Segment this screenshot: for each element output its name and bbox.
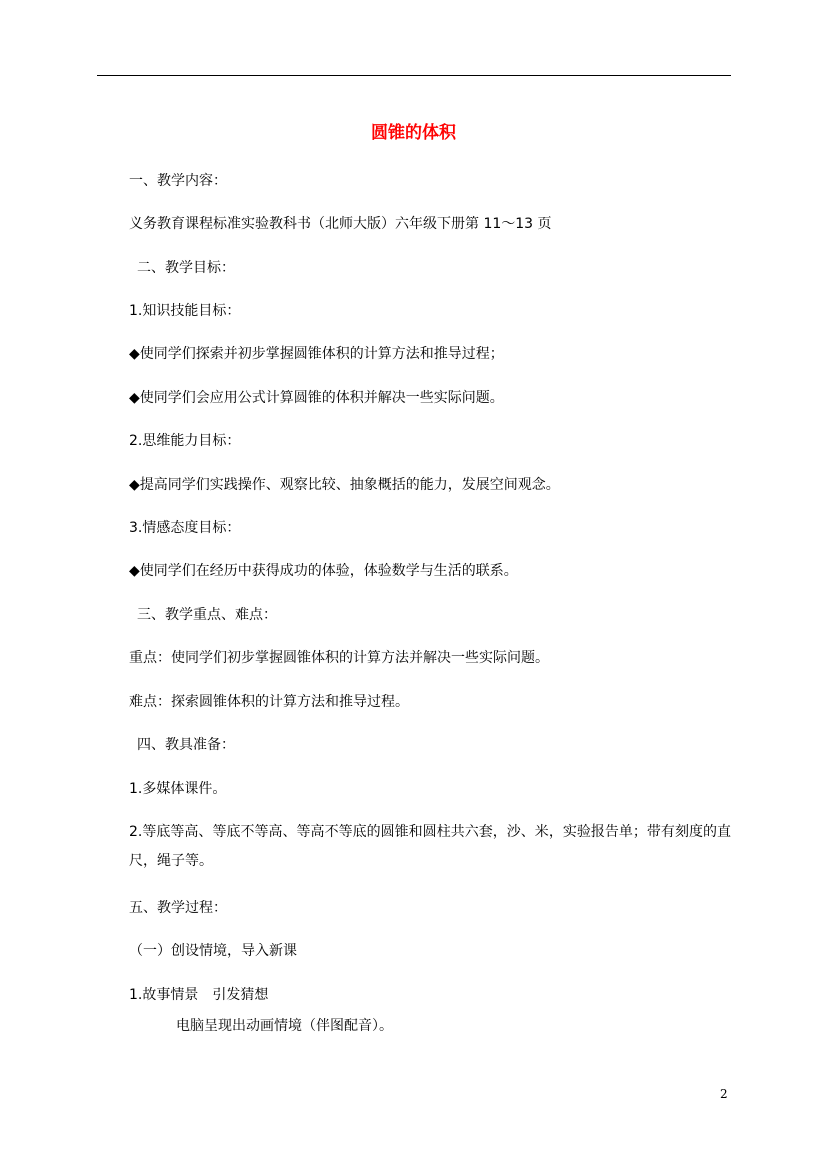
section-heading-materials: 四、教具准备：	[137, 737, 235, 753]
section-heading-goals: 二、教学目标：	[137, 260, 235, 276]
bullet-item: ◆使同学们会应用公式计算圆锥的体积并解决一些实际问题。	[129, 390, 504, 406]
bullet-item: ◆使同学们在经历中获得成功的体验，体验数学与生活的联系。	[129, 563, 518, 579]
paragraph-textbook: 义务教育课程标准实验教科书（北师大版）六年级下册第 11～13 页	[129, 216, 552, 232]
header-rule	[97, 75, 731, 76]
section-heading-content: 一、教学内容：	[129, 173, 227, 189]
paragraph-difficult-point: 难点：探索圆锥体积的计算方法和推导过程。	[129, 694, 409, 710]
goal-heading-thinking: 2.思维能力目标：	[129, 433, 241, 449]
list-item-materials: 1.多媒体课件。	[129, 781, 227, 797]
section-heading-process: 五、教学过程：	[129, 900, 227, 916]
goal-heading-attitude: 3.情感态度目标：	[129, 520, 241, 536]
subsection-heading: （一）创设情境，导入新课	[129, 943, 297, 959]
page-number: 2	[720, 1087, 728, 1101]
document-title: 圆锥的体积	[371, 123, 456, 143]
goal-heading-knowledge: 1.知识技能目标：	[129, 303, 241, 319]
paragraph-key-point: 重点：使同学们初步掌握圆锥体积的计算方法并解决一些实际问题。	[129, 650, 549, 666]
list-item-materials: 2.等底等高、等底不等高、等高不等底的圆锥和圆柱共六套，沙、米，实验报告单；带有刻度的直尺，绳子等。	[129, 824, 731, 869]
paragraph-animation: 电脑呈现出动画情境（伴图配音）。	[176, 1018, 393, 1034]
bullet-item: ◆使同学们探索并初步掌握圆锥体积的计算方法和推导过程；	[129, 346, 504, 362]
subsection-item: 1.故事情景 引发猜想	[129, 987, 269, 1003]
bullet-item: ◆提高同学们实践操作、观察比较、抽象概括的能力，发展空间观念。	[129, 477, 560, 493]
section-heading-key-points: 三、教学重点、难点：	[137, 607, 277, 623]
